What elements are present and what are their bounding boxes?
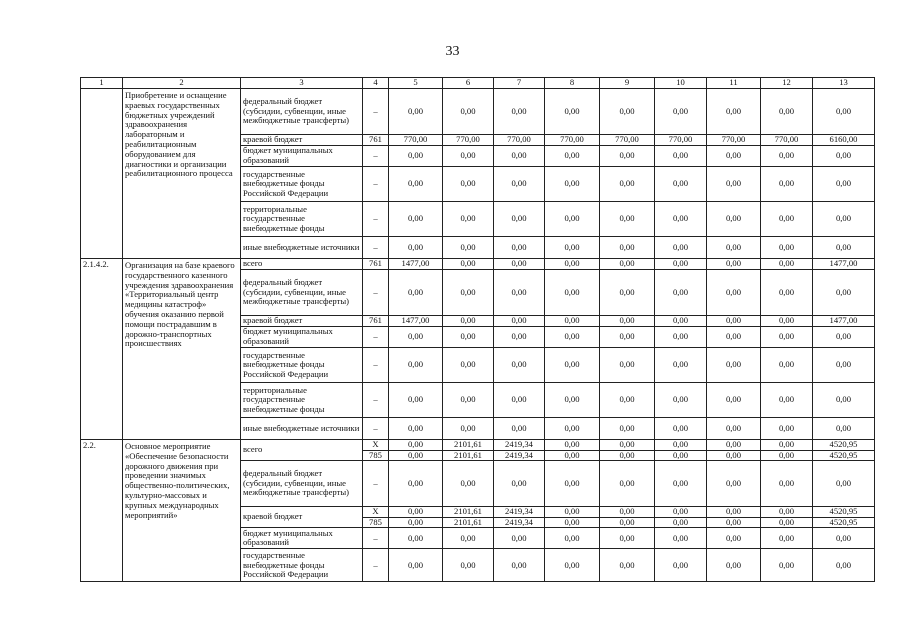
value-cell: 2101,61	[443, 450, 494, 461]
value-cell: 0,00	[761, 383, 813, 418]
value-cell: 0,00	[707, 440, 761, 451]
value-cell: 0,00	[494, 259, 545, 270]
value-cell: 0,00	[600, 167, 655, 202]
value-cell: 0,00	[655, 517, 707, 528]
activity-name: Приобретение и оснащение краевых государственных бюджетных учреждений здравоохранения лабораторным и реабилитационным оборудованием для диагностики и организации реабилитационного процесса	[123, 89, 241, 259]
column-header: 7	[494, 78, 545, 89]
value-cell: 0,00	[389, 440, 443, 451]
value-cell: 0,00	[545, 202, 600, 237]
value-cell: 0,00	[707, 549, 761, 582]
value-cell: 0,00	[494, 202, 545, 237]
column-header: 13	[813, 78, 875, 89]
value-cell: 0,00	[545, 549, 600, 582]
value-cell: 0,00	[443, 461, 494, 507]
value-cell: 0,00	[813, 167, 875, 202]
value-cell: 770,00	[761, 135, 813, 146]
value-cell: 0,00	[389, 237, 443, 259]
value-cell: 0,00	[443, 418, 494, 440]
value-cell: 2419,34	[494, 517, 545, 528]
value-cell: 0,00	[600, 202, 655, 237]
value-cell: 0,00	[761, 450, 813, 461]
funding-source: государственные внебюджетные фонды Российской Федерации	[241, 167, 363, 202]
kbk-cell: X	[363, 440, 389, 451]
column-header: 11	[707, 78, 761, 89]
kbk-cell: 761	[363, 135, 389, 146]
value-cell: 770,00	[655, 135, 707, 146]
value-cell: 0,00	[707, 146, 761, 167]
funding-source: государственные внебюджетные фонды Российской Федерации	[241, 549, 363, 582]
funding-source: бюджет муниципальных образований	[241, 146, 363, 167]
value-cell: 0,00	[545, 507, 600, 518]
value-cell: 0,00	[545, 327, 600, 348]
funding-source: всего	[241, 440, 363, 461]
value-cell: 0,00	[389, 327, 443, 348]
value-cell: 0,00	[494, 237, 545, 259]
kbk-cell: –	[363, 202, 389, 237]
budget-table	[80, 77, 875, 582]
value-cell: 0,00	[761, 259, 813, 270]
header-row	[81, 78, 875, 89]
value-cell: 0,00	[545, 461, 600, 507]
kbk-cell: –	[363, 348, 389, 383]
value-cell: 0,00	[600, 528, 655, 549]
value-cell: 0,00	[761, 418, 813, 440]
kbk-cell: –	[363, 167, 389, 202]
value-cell: 0,00	[655, 316, 707, 327]
value-cell: 0,00	[389, 528, 443, 549]
value-cell: 0,00	[600, 270, 655, 316]
value-cell: 0,00	[655, 146, 707, 167]
value-cell: 0,00	[707, 259, 761, 270]
value-cell: 0,00	[707, 202, 761, 237]
value-cell: 2419,34	[494, 440, 545, 451]
activity-name: Основное мероприятие «Обеспечение безопасности дорожного движения при проведении значимых общественно-политических, культурно-массовых и крупных международных мероприятий»	[123, 440, 241, 582]
value-cell: 0,00	[813, 383, 875, 418]
funding-source: территориальные государственные внебюджетные фонды	[241, 383, 363, 418]
value-cell: 0,00	[389, 89, 443, 135]
value-cell: 0,00	[600, 327, 655, 348]
value-cell: 0,00	[389, 270, 443, 316]
value-cell: 1477,00	[813, 316, 875, 327]
value-cell: 0,00	[761, 237, 813, 259]
value-cell: 0,00	[545, 316, 600, 327]
value-cell: 770,00	[707, 135, 761, 146]
table-row	[81, 259, 875, 270]
value-cell: 0,00	[707, 450, 761, 461]
kbk-cell: –	[363, 549, 389, 582]
value-cell: 0,00	[389, 202, 443, 237]
funding-source: всего	[241, 259, 363, 270]
value-cell: 0,00	[655, 327, 707, 348]
value-cell: 0,00	[707, 528, 761, 549]
value-cell: 0,00	[813, 327, 875, 348]
value-cell: 0,00	[600, 507, 655, 518]
value-cell: 0,00	[707, 316, 761, 327]
value-cell: 0,00	[443, 270, 494, 316]
kbk-cell: 785	[363, 450, 389, 461]
value-cell: 0,00	[600, 146, 655, 167]
value-cell: 0,00	[443, 89, 494, 135]
value-cell: 0,00	[545, 237, 600, 259]
value-cell: 0,00	[494, 461, 545, 507]
kbk-cell: –	[363, 461, 389, 507]
column-header: 3	[241, 78, 363, 89]
value-cell: 0,00	[761, 507, 813, 518]
value-cell: 0,00	[655, 202, 707, 237]
kbk-cell: –	[363, 383, 389, 418]
value-cell: 1477,00	[813, 259, 875, 270]
value-cell: 0,00	[494, 383, 545, 418]
value-cell: 0,00	[707, 327, 761, 348]
value-cell: 0,00	[813, 348, 875, 383]
column-header: 8	[545, 78, 600, 89]
value-cell: 0,00	[707, 383, 761, 418]
value-cell: 2419,34	[494, 507, 545, 518]
value-cell: 0,00	[545, 270, 600, 316]
value-cell: 0,00	[494, 167, 545, 202]
value-cell: 0,00	[813, 549, 875, 582]
kbk-cell: –	[363, 89, 389, 135]
column-header: 10	[655, 78, 707, 89]
value-cell: 0,00	[443, 259, 494, 270]
value-cell: 6160,00	[813, 135, 875, 146]
kbk-cell: 785	[363, 517, 389, 528]
value-cell: 0,00	[545, 450, 600, 461]
value-cell: 0,00	[600, 450, 655, 461]
column-header: 1	[81, 78, 123, 89]
value-cell: 0,00	[494, 327, 545, 348]
kbk-cell: –	[363, 146, 389, 167]
value-cell: 2419,34	[494, 450, 545, 461]
value-cell: 0,00	[443, 348, 494, 383]
value-cell: 0,00	[655, 167, 707, 202]
value-cell: 4520,95	[813, 517, 875, 528]
value-cell: 0,00	[389, 348, 443, 383]
value-cell: 0,00	[813, 461, 875, 507]
row-code: 2.2.	[81, 440, 123, 582]
value-cell: 2101,61	[443, 507, 494, 518]
value-cell: 0,00	[813, 270, 875, 316]
row-code: 2.1.4.2.	[81, 259, 123, 440]
funding-source: федеральный бюджет (субсидии, субвенции, иные межбюджетные трансферты)	[241, 461, 363, 507]
value-cell: 0,00	[655, 507, 707, 518]
value-cell: 0,00	[545, 348, 600, 383]
value-cell: 0,00	[494, 316, 545, 327]
value-cell: 0,00	[389, 167, 443, 202]
value-cell: 0,00	[813, 89, 875, 135]
value-cell: 0,00	[813, 528, 875, 549]
value-cell: 0,00	[600, 348, 655, 383]
column-header: 2	[123, 78, 241, 89]
value-cell: 1477,00	[389, 316, 443, 327]
value-cell: 0,00	[600, 440, 655, 451]
activity-name: Организация на базе краевого государственного казенного учреждения здравоохранения «Территориальный центр медицины катастроф» обучения оказанию первой помощи пострадавшим в дорожно-транспортных происшествиях	[123, 259, 241, 440]
value-cell: 0,00	[813, 237, 875, 259]
value-cell: 770,00	[545, 135, 600, 146]
value-cell: 0,00	[443, 237, 494, 259]
value-cell: 0,00	[761, 517, 813, 528]
value-cell: 0,00	[600, 383, 655, 418]
value-cell: 0,00	[494, 418, 545, 440]
value-cell: 0,00	[545, 259, 600, 270]
column-header: 5	[389, 78, 443, 89]
value-cell: 0,00	[655, 440, 707, 451]
value-cell: 0,00	[600, 89, 655, 135]
value-cell: 0,00	[655, 259, 707, 270]
value-cell: 0,00	[494, 89, 545, 135]
value-cell: 0,00	[494, 528, 545, 549]
value-cell: 0,00	[494, 348, 545, 383]
value-cell: 0,00	[600, 259, 655, 270]
row-code	[81, 89, 123, 259]
value-cell: 0,00	[761, 549, 813, 582]
kbk-cell: X	[363, 507, 389, 518]
table-row	[81, 440, 875, 451]
value-cell: 0,00	[389, 549, 443, 582]
kbk-cell: –	[363, 237, 389, 259]
funding-source: федеральный бюджет (субсидии, субвенции, иные межбюджетные трансферты)	[241, 89, 363, 135]
value-cell: 0,00	[545, 528, 600, 549]
value-cell: 0,00	[707, 89, 761, 135]
value-cell: 0,00	[707, 507, 761, 518]
value-cell: 0,00	[545, 440, 600, 451]
kbk-cell: –	[363, 528, 389, 549]
value-cell: 0,00	[707, 461, 761, 507]
funding-source: краевой бюджет	[241, 316, 363, 327]
value-cell: 0,00	[389, 507, 443, 518]
funding-source: краевой бюджет	[241, 135, 363, 146]
column-header: 12	[761, 78, 813, 89]
kbk-cell: –	[363, 327, 389, 348]
value-cell: 2101,61	[443, 440, 494, 451]
value-cell: 770,00	[600, 135, 655, 146]
kbk-cell: 761	[363, 316, 389, 327]
value-cell: 0,00	[761, 167, 813, 202]
value-cell: 0,00	[707, 270, 761, 316]
value-cell: 0,00	[655, 348, 707, 383]
value-cell: 0,00	[600, 316, 655, 327]
value-cell: 4520,95	[813, 507, 875, 518]
value-cell: 0,00	[655, 450, 707, 461]
value-cell: 0,00	[761, 202, 813, 237]
column-header: 4	[363, 78, 389, 89]
value-cell: 0,00	[443, 167, 494, 202]
value-cell: 0,00	[707, 237, 761, 259]
value-cell: 0,00	[443, 549, 494, 582]
value-cell: 0,00	[443, 327, 494, 348]
value-cell: 0,00	[761, 461, 813, 507]
value-cell: 0,00	[655, 418, 707, 440]
value-cell: 0,00	[545, 146, 600, 167]
value-cell: 0,00	[655, 549, 707, 582]
value-cell: 0,00	[761, 348, 813, 383]
value-cell: 0,00	[600, 418, 655, 440]
funding-source: иные внебюджетные источники	[241, 418, 363, 440]
table-row	[81, 89, 875, 135]
value-cell: 2101,61	[443, 517, 494, 528]
value-cell: 0,00	[707, 348, 761, 383]
value-cell: 0,00	[600, 237, 655, 259]
value-cell: 0,00	[655, 270, 707, 316]
value-cell: 0,00	[761, 89, 813, 135]
value-cell: 0,00	[707, 418, 761, 440]
value-cell: 1477,00	[389, 259, 443, 270]
funding-source: бюджет муниципальных образований	[241, 528, 363, 549]
value-cell: 0,00	[761, 316, 813, 327]
value-cell: 0,00	[761, 146, 813, 167]
value-cell: 0,00	[707, 167, 761, 202]
value-cell: 0,00	[494, 549, 545, 582]
value-cell: 0,00	[655, 89, 707, 135]
value-cell: 4520,95	[813, 450, 875, 461]
value-cell: 0,00	[443, 528, 494, 549]
value-cell: 0,00	[545, 89, 600, 135]
funding-source: федеральный бюджет (субсидии, субвенции, иные межбюджетные трансферты)	[241, 270, 363, 316]
value-cell: 0,00	[813, 202, 875, 237]
value-cell: 0,00	[600, 549, 655, 582]
value-cell: 0,00	[443, 316, 494, 327]
value-cell: 0,00	[389, 450, 443, 461]
value-cell: 0,00	[761, 327, 813, 348]
value-cell: 0,00	[389, 383, 443, 418]
value-cell: 0,00	[813, 146, 875, 167]
value-cell: 0,00	[443, 146, 494, 167]
column-header: 9	[600, 78, 655, 89]
value-cell: 0,00	[655, 383, 707, 418]
funding-source: территориальные государственные внебюджетные фонды	[241, 202, 363, 237]
value-cell: 0,00	[761, 528, 813, 549]
value-cell: 0,00	[545, 167, 600, 202]
value-cell: 0,00	[389, 461, 443, 507]
funding-source: государственные внебюджетные фонды Российской Федерации	[241, 348, 363, 383]
value-cell: 770,00	[494, 135, 545, 146]
value-cell: 770,00	[389, 135, 443, 146]
funding-source: бюджет муниципальных образований	[241, 327, 363, 348]
value-cell: 0,00	[655, 461, 707, 507]
value-cell: 0,00	[707, 517, 761, 528]
value-cell: 0,00	[600, 461, 655, 507]
kbk-cell: –	[363, 270, 389, 316]
value-cell: 0,00	[761, 270, 813, 316]
value-cell: 4520,95	[813, 440, 875, 451]
value-cell: 0,00	[443, 202, 494, 237]
value-cell: 0,00	[545, 383, 600, 418]
value-cell: 0,00	[389, 517, 443, 528]
value-cell: 0,00	[545, 517, 600, 528]
value-cell: 0,00	[655, 237, 707, 259]
value-cell: 0,00	[389, 146, 443, 167]
value-cell: 0,00	[494, 146, 545, 167]
value-cell: 0,00	[545, 418, 600, 440]
page-number: 33	[445, 44, 460, 59]
value-cell: 0,00	[494, 270, 545, 316]
value-cell: 0,00	[761, 440, 813, 451]
value-cell: 0,00	[600, 517, 655, 528]
kbk-cell: 761	[363, 259, 389, 270]
value-cell: 0,00	[389, 418, 443, 440]
funding-source: иные внебюджетные источники	[241, 237, 363, 259]
value-cell: 770,00	[443, 135, 494, 146]
column-header: 6	[443, 78, 494, 89]
value-cell: 0,00	[655, 528, 707, 549]
value-cell: 0,00	[813, 418, 875, 440]
funding-source: краевой бюджет	[241, 507, 363, 528]
value-cell: 0,00	[443, 383, 494, 418]
kbk-cell: –	[363, 418, 389, 440]
